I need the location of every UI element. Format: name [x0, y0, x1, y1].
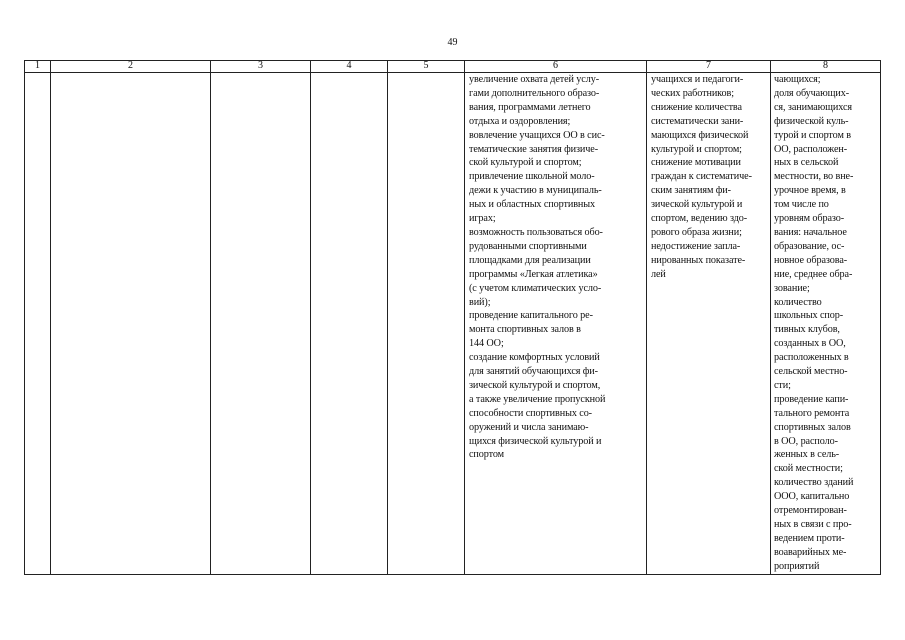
cell-col-8-text: чающихся; доля обучающих- ся, занимающихся физической куль- турой и спортом в ОО, расположен- ных в сельской местности, во вне- урочное время, в том числе по уровням образо- вания: начальное образование, ос- новное образова- ние, среднее обра- зование; количество школьных спор- тивных клубов, созданных в ОО, расположенных в сельской местно- сти; проведение капи- тального ремонта спортивных залов в ОО, располо- женных в сель- ской местности; количество зданий ООО, капитально отремонтирован- ных в связи с про- ведением проти- воаварийных ме- роприятий — [774, 74, 854, 572]
cell-col-3 — [211, 73, 311, 575]
column-header-2: 2 — [51, 61, 211, 73]
column-header-4: 4 — [311, 61, 388, 73]
cell-col-2 — [51, 73, 211, 575]
data-table — [24, 60, 881, 575]
column-header-7: 7 — [647, 61, 771, 73]
cell-col-7-text: учащихся и педагоги- ческих работников; снижение количества систематически зани- мающихся физической культурой и спортом; снижение мотивации граждан к систематиче- ским занятиям фи- зической культурой и спортом, ведению здо- рового образа жизни; недостижение запла- нированных показате- лей — [651, 74, 752, 280]
page-number: 49 — [447, 37, 458, 48]
column-header-6: 6 — [465, 61, 647, 73]
cell-col-7 — [647, 73, 771, 575]
column-header-5: 5 — [388, 61, 465, 73]
cell-col-6 — [465, 73, 647, 575]
column-header-3: 3 — [211, 61, 311, 73]
cell-col-5 — [388, 73, 465, 575]
table-row — [25, 73, 881, 575]
cell-col-8 — [771, 73, 881, 575]
column-header-8: 8 — [771, 61, 881, 73]
cell-col-6-text: увеличение охвата детей услу- гами дополнительного образо- вания, программами летнего отдыха и оздоровления; вовлечение учащихся ОО в сис- тематические занятия физиче- ской культурой и спортом; привлечение школьной моло- дежи к участию в муниципаль- ных и областных спортивных играх; возможность пользоваться обо- рудованными спортивными площадками для реализации программы «Легкая атлетика» (с учетом климатических усло- вий); проведение капитального ре- монта спортивных залов в 144 ОО; создание комфортных условий для занятий обучающихся фи- зической культурой и спортом, а также увеличение пропускной способности спортивных со- оружений и числа занимаю- щихся физической культурой и спортом — [469, 74, 606, 461]
header-row — [25, 61, 881, 73]
cell-col-4 — [311, 73, 388, 575]
column-header-1: 1 — [25, 61, 51, 73]
cell-col-1 — [25, 73, 51, 575]
